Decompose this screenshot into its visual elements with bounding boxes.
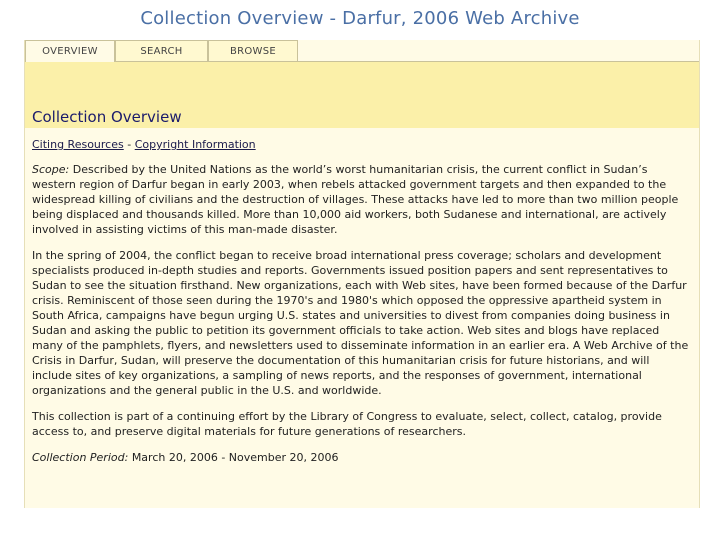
tab-search[interactable]: SEARCH xyxy=(115,40,208,61)
period-label: Collection Period: xyxy=(32,451,129,464)
citing-resources-link[interactable]: Citing Resources xyxy=(32,138,124,151)
tab-browse[interactable]: BROWSE xyxy=(208,40,298,61)
tab-bar xyxy=(25,40,298,62)
scope-text: Described by the United Nations as the world’s worst humanitarian crisis, the current conflict in Sudan’s western region of Darfur began in early 2003, when rebels attacked government targets and then expanded to the widespread killing of civilians and the destruction of villages. These attacks have led to more than two million people being displaced and thousands killed. More than 10,000 aid workers, both Sudanese and international, are actively involved in assisting victims of this man-made disaster. xyxy=(32,163,679,236)
resource-links xyxy=(32,138,692,151)
page-title: Collection Overview - Darfur, 2006 Web Archive xyxy=(140,8,580,29)
effort-paragraph: This collection is part of a continuing effort by the Library of Congress to evaluate, select, collect, catalog, provide access to, and preserve digital materials for future generations of researchers. xyxy=(32,410,662,438)
coverage-paragraph: In the spring of 2004, the conflict began to receive broad international press coverage; scholars and development specialists produced in-depth studies and reports. Governments issued position papers and sent representatives to Sudan to see the situation firsthand. New organizations, each with Web sites, have been formed because of the Darfur crisis. Reminiscent of those seen during the 1970's and 1980's which opposed the oppressive apartheid system in South Africa, campaigns have begun urging U.S. states and universities to divest from companies doing business in Sudan and asking the public to petition its government officials to take action. Web sites and blogs have replaced many of the pamphlets, flyers, and newsletters used to disseminate information in an earlier era. A Web Archive of the Crisis in Darfur, Sudan, will preserve the documentation of this humanitarian crisis for future historians, and will include sites of key organizations, a sampling of news reports, and the responses of government, international organizations and the general public in the U.S. and worldwide. xyxy=(32,249,689,397)
collection-period xyxy=(32,450,692,465)
collection-heading: Collection Overview xyxy=(32,108,182,126)
scope-paragraph xyxy=(32,162,692,237)
period-value: March 20, 2006 - November 20, 2006 xyxy=(131,451,339,464)
link-separator: - xyxy=(127,138,132,151)
collection-panel xyxy=(24,40,700,508)
tab-overview[interactable]: OVERVIEW xyxy=(25,40,115,62)
content-area xyxy=(32,108,692,476)
scope-label: Scope: xyxy=(32,163,70,176)
copyright-information-link[interactable]: Copyright Information xyxy=(134,138,256,151)
